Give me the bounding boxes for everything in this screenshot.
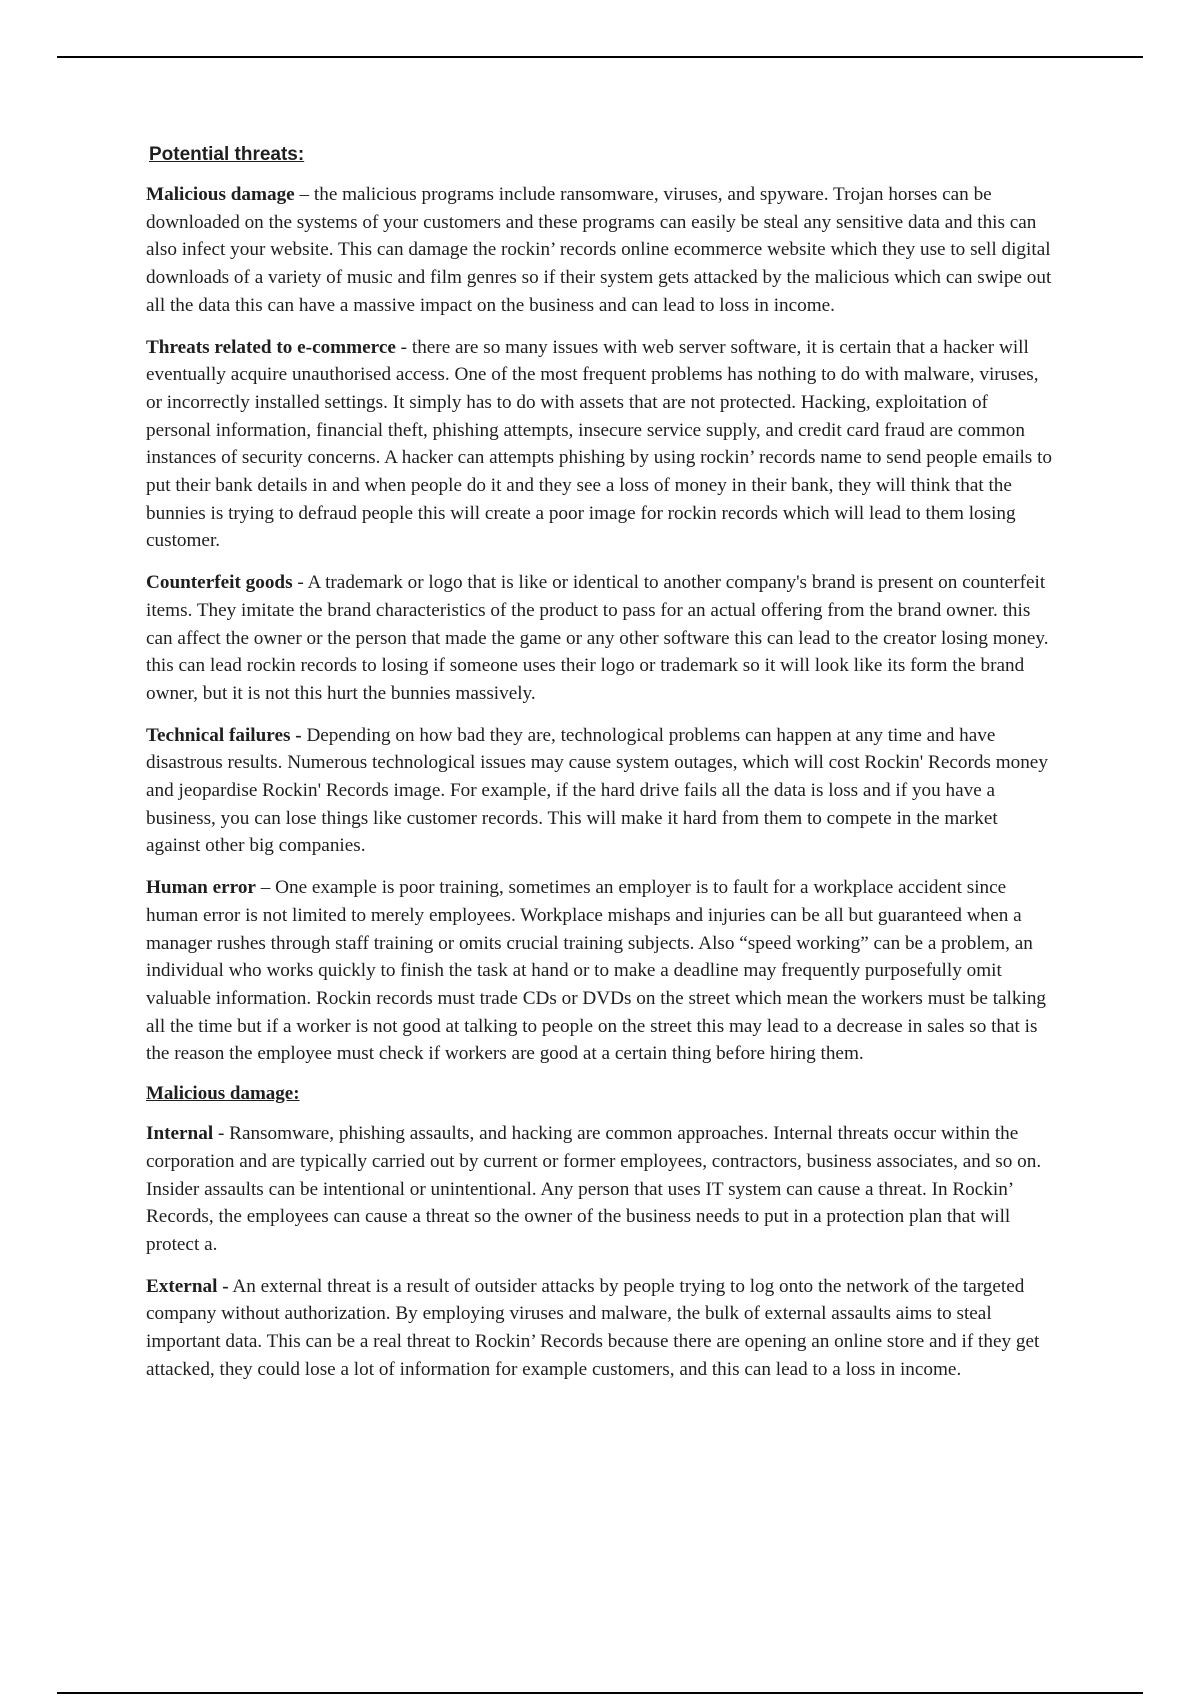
paragraph-ecommerce-threats bbox=[146, 334, 1056, 556]
paragraph-human-error bbox=[146, 874, 1056, 1068]
paragraph-lead: Malicious damage bbox=[146, 184, 295, 205]
paragraph-lead: Human error bbox=[146, 877, 256, 899]
footer-rule bbox=[57, 1692, 1143, 1694]
paragraph-internal bbox=[146, 1120, 1056, 1259]
paragraph-body: – One example is poor training, sometimes an employer is to fault for a workplace accident since human error is not limited to merely employees. Workplace mishaps and injuries can be all but guaranteed when a manager rushes through staff training or omits crucial training subjects. Also “speed working” can be a problem, an individual who works quickly to finish the task at hand or to make a deadline may frequently purposefully omit valuable information. Rockin records must trade CDs or DVDs on the street which mean the workers must be talking all the time but if a worker is not good at talking to people on the street this may lead to a decrease in sales so that is the reason the employee must check if workers are good at a certain thing before hiring them. bbox=[146, 877, 1047, 1065]
paragraph-lead: Internal bbox=[146, 1123, 214, 1145]
paragraph-lead: Threats related to e-commerce bbox=[146, 336, 396, 358]
paragraph-body: An external threat is a result of outsider attacks by people trying to log onto the network of the targeted company without authorization. By employing viruses and malware, the bulk of external assaults aims to steal important data. This can be a real threat to Rockin’ Records because there are opening an online store and if they get attacked, they could lose a lot of information for example customers, and this can lead to a loss in income. bbox=[146, 1275, 1040, 1380]
paragraph-body: – the malicious programs include ransomware, viruses, and spyware. Trojan horses can be downloaded on the systems of your customers and these programs can easily be steal any sensitive data and this can also infect your website. This can damage the rockin’ records online ecommerce website which they use to sell digital downloads of a variety of music and film genres so if their system gets attacked by the malicious which can swipe out all the data this can have a massive impact on the business and can lead to loss in income. bbox=[146, 184, 1052, 316]
paragraph-body: Depending on how bad they are, technological problems can happen at any time and have disastrous results. Numerous technological issues may cause system outages, which will cost Rockin' Records money and jeopardise Rockin' Records image. For example, if the hard drive fails all the data is loss and if you have a business, you can lose things like customer records. This will make it hard from them to compete in the market against other big companies. bbox=[146, 724, 1048, 857]
paragraph-malicious-damage bbox=[146, 181, 1056, 320]
document-body bbox=[146, 143, 1056, 1397]
section-heading-potential-threats: Potential threats: bbox=[149, 144, 305, 165]
paragraph-lead: External - bbox=[146, 1275, 229, 1297]
section-heading-malicious-damage: Malicious damage: bbox=[146, 1083, 300, 1105]
paragraph-technical-failures bbox=[146, 722, 1056, 861]
paragraph-body: - Ransomware, phishing assaults, and hacking are common approaches. Internal threats occur within the corporation and are typically carried out by current or former employees, contractors, business associates, and so on. Insider assaults can be intentional or unintentional. Any person that uses IT system can cause a threat. In Rockin’ Records, the employees can cause a threat so the owner of the business needs to put in a protection plan that will protect a. bbox=[146, 1123, 1042, 1255]
header-rule bbox=[57, 56, 1143, 58]
paragraph-body: - A trademark or logo that is like or identical to another company's brand is present on counterfeit items. They imitate the brand characteristics of the product to pass for an actual offering from the brand owner. this can affect the owner or the person that made the game or any other software this can lead to the creator losing money. this can lead rockin records to losing if someone uses their logo or trademark so it will look like its form the brand owner, but it is not this hurt the bunnies massively. bbox=[146, 572, 1049, 704]
paragraph-body: - there are so many issues with web server software, it is certain that a hacker will eventually acquire unauthorised access. One of the most frequent problems has nothing to do with malware, viruses, or incorrectly installed settings. It simply has to do with assets that are not protected. Hacking, exploitation of personal information, financial theft, phishing attempts, insecure service supply, and credit card fraud are common instances of security concerns. A hacker can attempts phishing by using rockin’ records name to send people emails to put their bank details in and when people do it and they see a loss of money in their bank, they will think that the bunnies is trying to defraud people this will create a poor image for rockin records which will lead to them losing customer. bbox=[146, 336, 1052, 552]
paragraph-lead: Technical failures - bbox=[146, 724, 302, 746]
paragraph-lead: Counterfeit goods bbox=[146, 572, 293, 594]
paragraph-external bbox=[146, 1273, 1056, 1384]
paragraph-counterfeit-goods bbox=[146, 569, 1056, 708]
